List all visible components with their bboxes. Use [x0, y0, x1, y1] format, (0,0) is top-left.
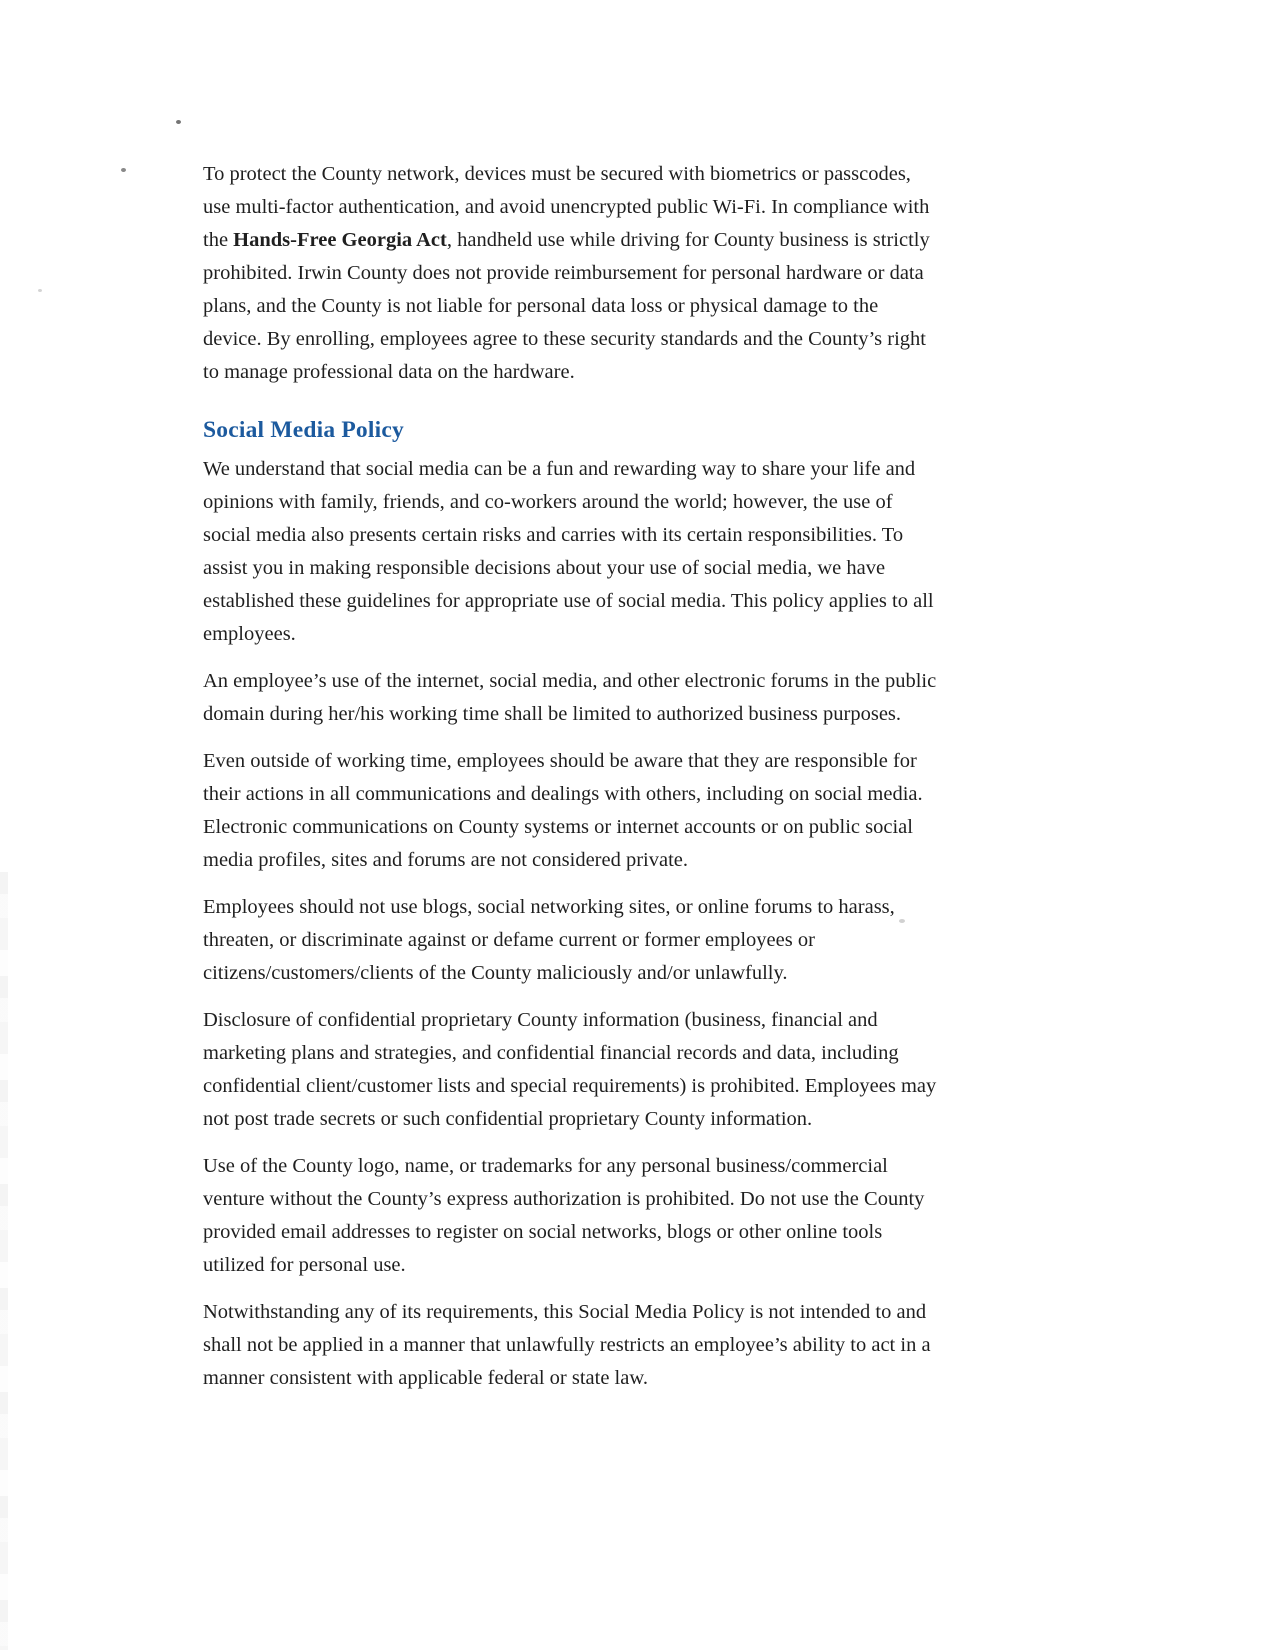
intro-text-after: , handheld use while driving for County business is strictly prohibited. Irwin County does not provide reimbursement for personal hardware or data plans, and the County is not liable for personal data loss or physical damage to the device. By enrolling, employees agree to these security standards and the County’s right to manage professional data on the hardware. — [203, 229, 930, 383]
scan-speck — [121, 168, 126, 172]
hands-free-georgia-act-bold-text: Hands-Free Georgia Act — [233, 229, 447, 251]
intro-text-before: To protect the County network, devices must be secured with biometrics or passcodes, use multi-factor authentication, and avoid unencrypted public Wi-Fi. In compliance with the — [203, 163, 930, 251]
scan-edge-artifact — [0, 872, 8, 1650]
policy-paragraph-outside-working-time: Even outside of working time, employees should be aware that they are responsible for their actions in all communications and dealings with others, including on social media. Electronic communications on County systems or internet accounts or on public social media profiles, sites and forums are not considered private. — [203, 750, 923, 871]
scan-speck — [38, 289, 42, 292]
policy-paragraph-overview: We understand that social media can be a fun and rewarding way to share your life and opinions with family, friends, and co-workers around the world; however, the use of social media also presents certain risks and carries with its certain responsibilities. To assist you in making responsible decisions about your use of social media, we have established these guidelines for appropriate use of social media. This policy applies to all employees. — [203, 458, 934, 645]
policy-paragraph-harassment: Employees should not use blogs, social networking sites, or online forums to harass, threaten, or discriminate against or defame current or former employees or citizens/customers/clients of the County maliciously and/or unlawfully. — [203, 896, 895, 984]
policy-paragraph-working-time: An employee’s use of the internet, social media, and other electronic forums in the public domain during her/his working time shall be limited to authorized business purposes. — [203, 670, 937, 725]
social-media-policy-heading: Social Media Policy — [203, 417, 404, 443]
intro-paragraph — [203, 158, 1039, 389]
policy-paragraph-confidential-info: Disclosure of confidential proprietary County information (business, financial and marketing plans and strategies, and confidential financial records and data, including confidential client/customer lists and special requirements) is prohibited. Employees may not post trade secrets or such confidential proprietary County information. — [203, 1009, 937, 1130]
page-content — [203, 158, 1039, 1409]
policy-paragraph-notwithstanding: Notwithstanding any of its requirements, this Social Media Policy is not intended to and shall not be applied in a manner that unlawfully restricts an employee’s ability to act in a manner consistent with applicable federal or state law. — [203, 1301, 931, 1389]
scan-speck — [176, 120, 181, 124]
policy-paragraph-logo-trademarks: Use of the County logo, name, or trademarks for any personal business/commercial venture without the County’s express authorization is prohibited. Do not use the County provided email addresses to register on social networks, blogs or other online tools utilized for personal use. — [203, 1155, 925, 1276]
